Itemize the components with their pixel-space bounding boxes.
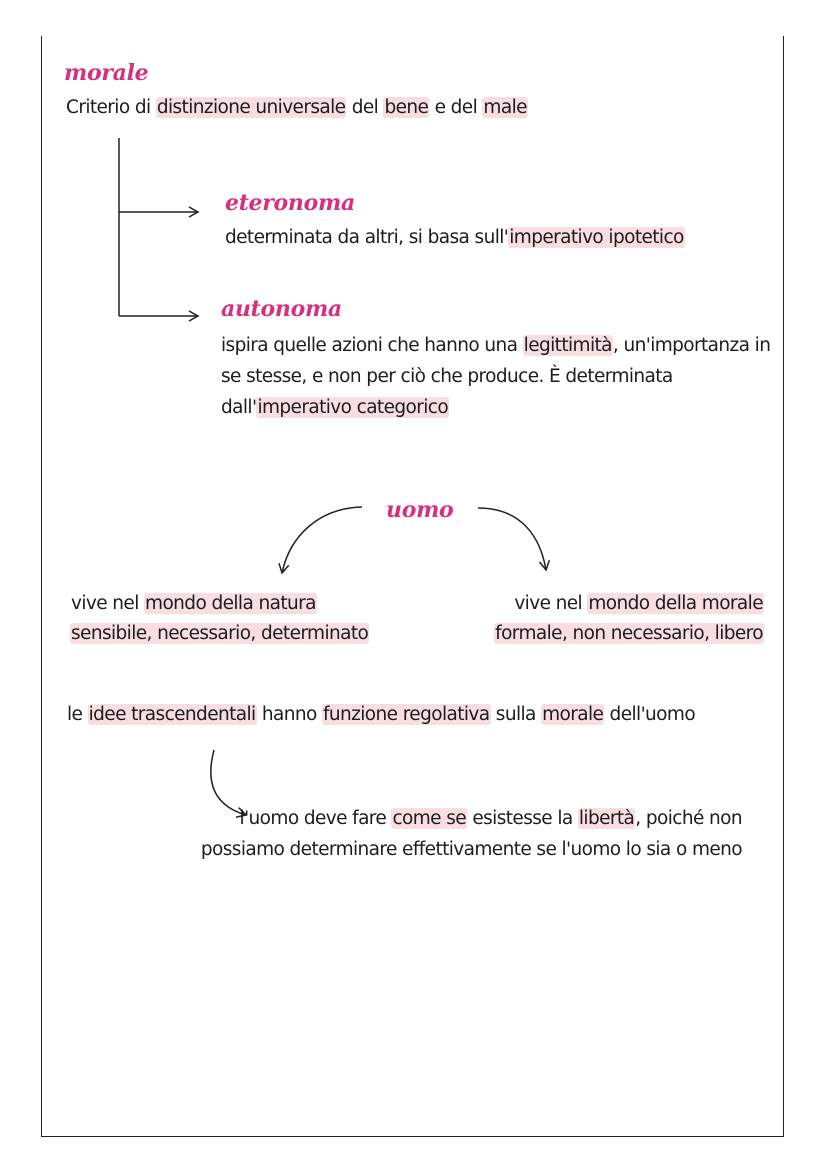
autonoma-line-3: dall'imperativo categorico [221,397,449,418]
uomo-right-line-2: formale, non necessario, libero [495,623,763,644]
arrow-uomo-right [478,508,546,570]
uomo-left-line-1: vive nel mondo della natura [71,593,316,614]
uomo-left-line-2: sensibile, necessario, determinato [71,623,369,644]
uomo-title: uomo [386,497,454,523]
autonoma-line-2: se stesse, e non per ciò che produce. È determinata [221,366,673,387]
idee-trascendentali-line: le idee trascendentali hanno funzione regolativa sulla morale dell'uomo [67,704,696,725]
conclusione-line-2: possiamo determinare effettivamente se l'uomo lo sia o meno [200,839,742,860]
morale-definition: Criterio di distinzione universale del bene e del male [66,97,527,118]
eteronoma-description: determinata da altri, si basa sull'imperativo ipotetico [225,227,684,248]
conclusione-line-1: l'uomo deve fare come se esistesse la libertà, poiché non [239,808,742,829]
autonoma-line-1: ispira quelle azioni che hanno una legittimità, un'importanza in [221,335,771,356]
autonoma-title: autonoma [221,296,342,322]
eteronoma-title: eteronoma [225,190,355,216]
morale-title: morale [64,60,149,86]
uomo-right-line-1: vive nel mondo della morale [514,593,763,614]
arrow-uomo-left [282,507,362,573]
